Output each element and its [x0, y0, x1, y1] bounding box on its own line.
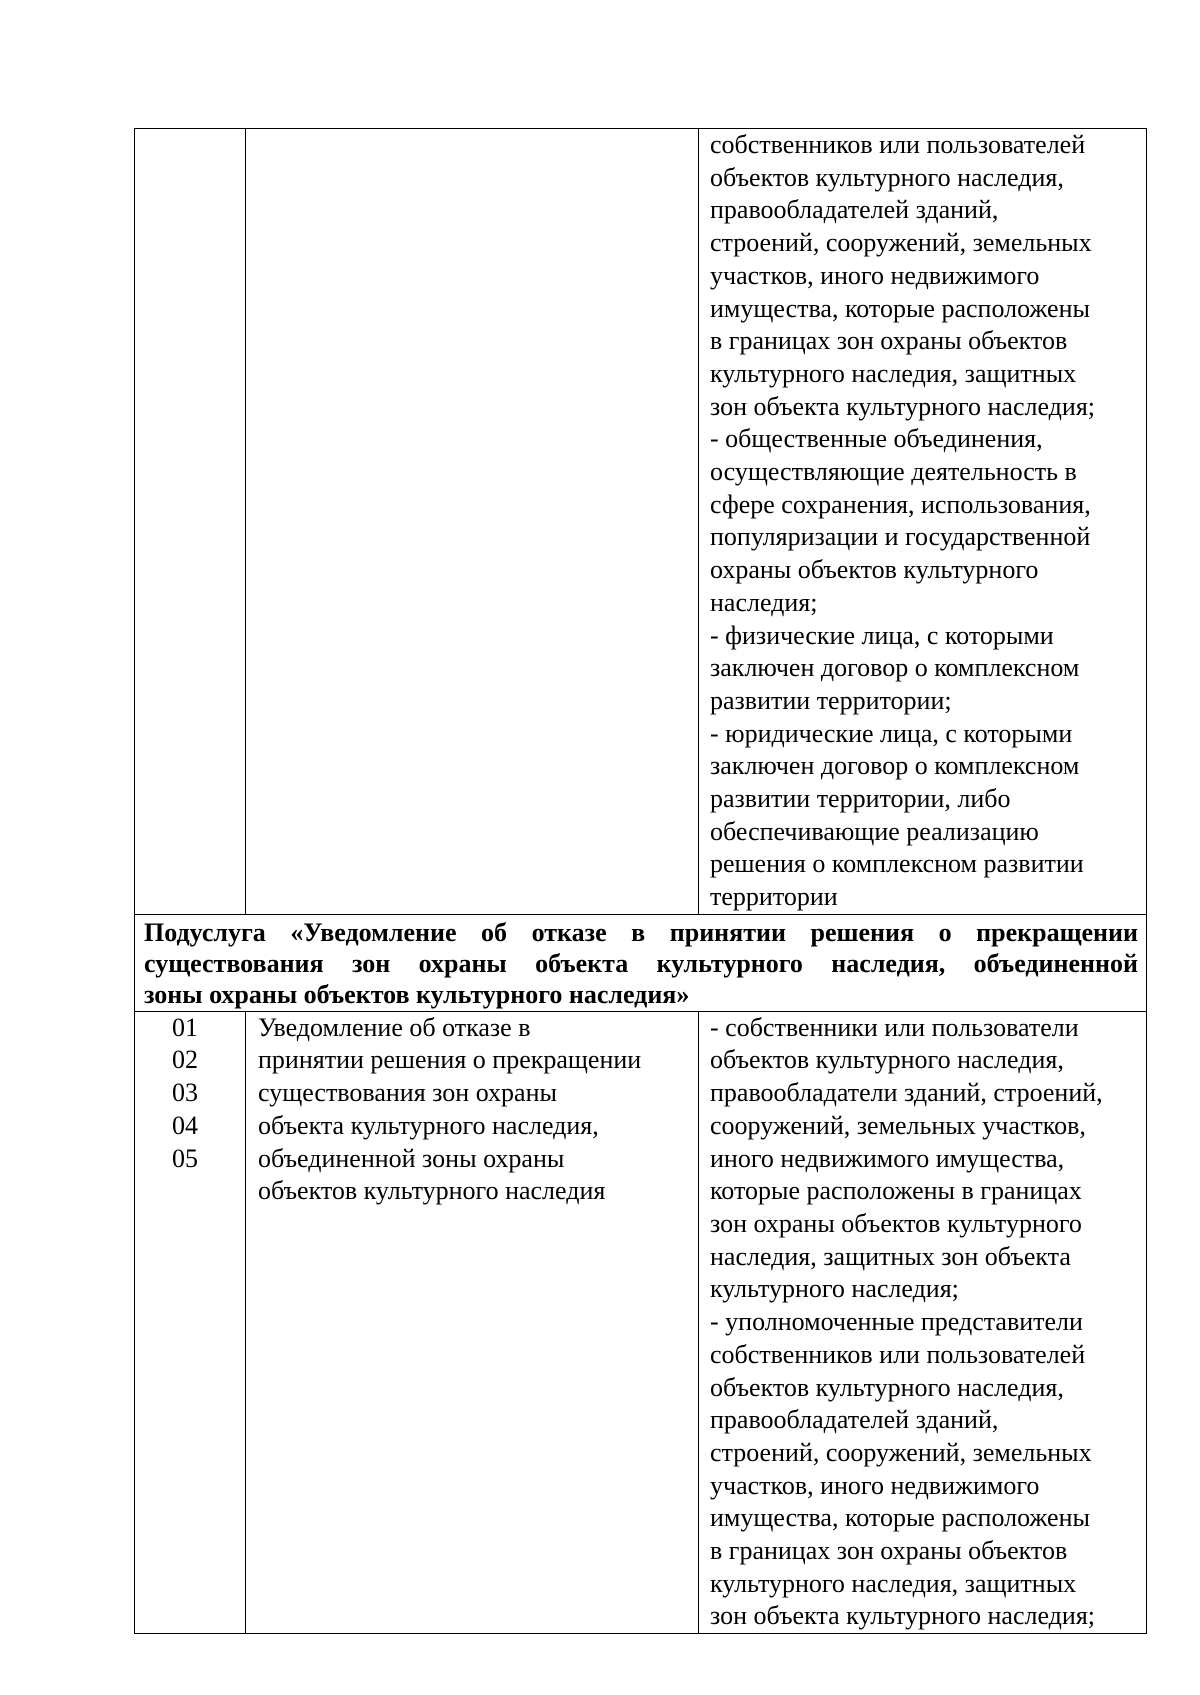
applicants-line: популяризации и государственной	[710, 522, 1091, 552]
subservice-title	[135, 915, 1146, 1011]
applicants-line: в границах зон охраны объектов	[710, 326, 1068, 356]
applicants-line: - физические лица, с которыми	[710, 620, 1054, 650]
applicants-line: - юридические лица, с которыми	[710, 718, 1073, 748]
applicants-line: заключен договор о комплексном	[710, 751, 1080, 781]
codes-cell	[135, 1012, 246, 1633]
applicants-line: наследия, защитных зон объекта	[710, 1241, 1071, 1271]
service-name-line: объединенной зоны охраны	[258, 1143, 565, 1173]
code-value: 03	[172, 1078, 198, 1108]
applicants-line: объектов культурного наследия,	[710, 1372, 1064, 1402]
applicants-line: объектов культурного наследия,	[710, 1045, 1064, 1075]
applicants-line: правообладателей зданий,	[710, 1405, 999, 1435]
applicants-line: в границах зон охраны объектов	[710, 1536, 1068, 1566]
applicants-line: которые расположены в границах	[710, 1176, 1082, 1206]
applicants-line: строений, сооружений, земельных	[710, 1437, 1092, 1467]
code-value: 05	[172, 1143, 198, 1173]
service-name-line: принятии решения о прекращении	[258, 1045, 642, 1075]
applicants-table	[134, 128, 1147, 1634]
applicants-line: правообладатели зданий, строений,	[710, 1078, 1103, 1108]
applicants-line: зон охраны объектов культурного	[710, 1208, 1082, 1238]
applicants-line: территории	[710, 882, 838, 912]
applicants-line: имущества, которые расположены	[710, 1503, 1090, 1533]
applicants-cell	[699, 1012, 1146, 1633]
applicants-line: развитии территории, либо	[710, 784, 1011, 814]
codes-cell	[135, 129, 246, 914]
applicants-line: участков, иного недвижимого	[710, 260, 1040, 290]
applicants-line: - уполномоченные представители	[710, 1307, 1083, 1337]
service-name-line: Уведомление об отказе в	[258, 1012, 531, 1042]
subservice-title-line: существования зон охраны объекта культурного наследия, объединенной	[144, 949, 1138, 979]
service-name-line: объектов культурного наследия	[258, 1176, 606, 1206]
applicants-line: зон объекта культурного наследия;	[710, 391, 1096, 421]
applicants-line: - собственники или пользователи	[710, 1012, 1079, 1042]
code-value: 04	[172, 1110, 198, 1140]
applicants-line: зон объекта культурного наследия;	[710, 1601, 1096, 1631]
applicants-line: сфере сохранения, использования,	[710, 489, 1091, 519]
applicants-line: объектов культурного наследия,	[710, 162, 1064, 192]
applicants-line: культурного наследия, защитных	[710, 1568, 1077, 1598]
applicants-line: участков, иного недвижимого	[710, 1470, 1040, 1500]
code-value: 02	[172, 1045, 198, 1075]
service-name-cell	[246, 1012, 699, 1633]
applicants-line: заключен договор о комплексном	[710, 653, 1080, 683]
table-row-continuation	[135, 129, 1146, 914]
applicants-line: решения о комплексном развитии	[710, 849, 1084, 879]
applicants-line: культурного наследия;	[710, 1274, 959, 1304]
applicants-line: обеспечивающие реализацию	[710, 816, 1039, 846]
applicants-line: иного недвижимого имущества,	[710, 1143, 1065, 1173]
applicants-line: культурного наследия, защитных	[710, 358, 1077, 388]
applicants-line: осуществляющие деятельность в	[710, 457, 1077, 487]
service-name-cell	[246, 129, 699, 914]
service-name-line: объекта культурного наследия,	[258, 1110, 599, 1140]
applicants-line: сооружений, земельных участков,	[710, 1110, 1086, 1140]
applicants-line: развитии территории;	[710, 685, 952, 715]
applicants-line: строений, сооружений, земельных	[710, 228, 1092, 258]
applicants-line: имущества, которые расположены	[710, 293, 1090, 323]
applicants-line: наследия;	[710, 587, 818, 617]
subservice-title-line: Подуслуга «Уведомление об отказе в принятии решения о прекращении	[144, 917, 1138, 947]
code-value: 01	[172, 1012, 198, 1042]
applicants-line: правообладателей зданий,	[710, 195, 999, 225]
applicants-line: охраны объектов культурного	[710, 555, 1039, 585]
subservice-title-line: зоны охраны объектов культурного наследия»	[144, 980, 690, 1010]
subservice-header-row	[135, 914, 1146, 1011]
applicants-line: - общественные объединения,	[710, 424, 1043, 454]
applicants-line: собственников или пользователей	[710, 1339, 1086, 1369]
applicants-cell	[699, 129, 1146, 914]
service-name-line: существования зон охраны	[258, 1078, 557, 1108]
table-row	[135, 1011, 1146, 1633]
applicants-line: собственников или пользователей	[710, 130, 1086, 159]
